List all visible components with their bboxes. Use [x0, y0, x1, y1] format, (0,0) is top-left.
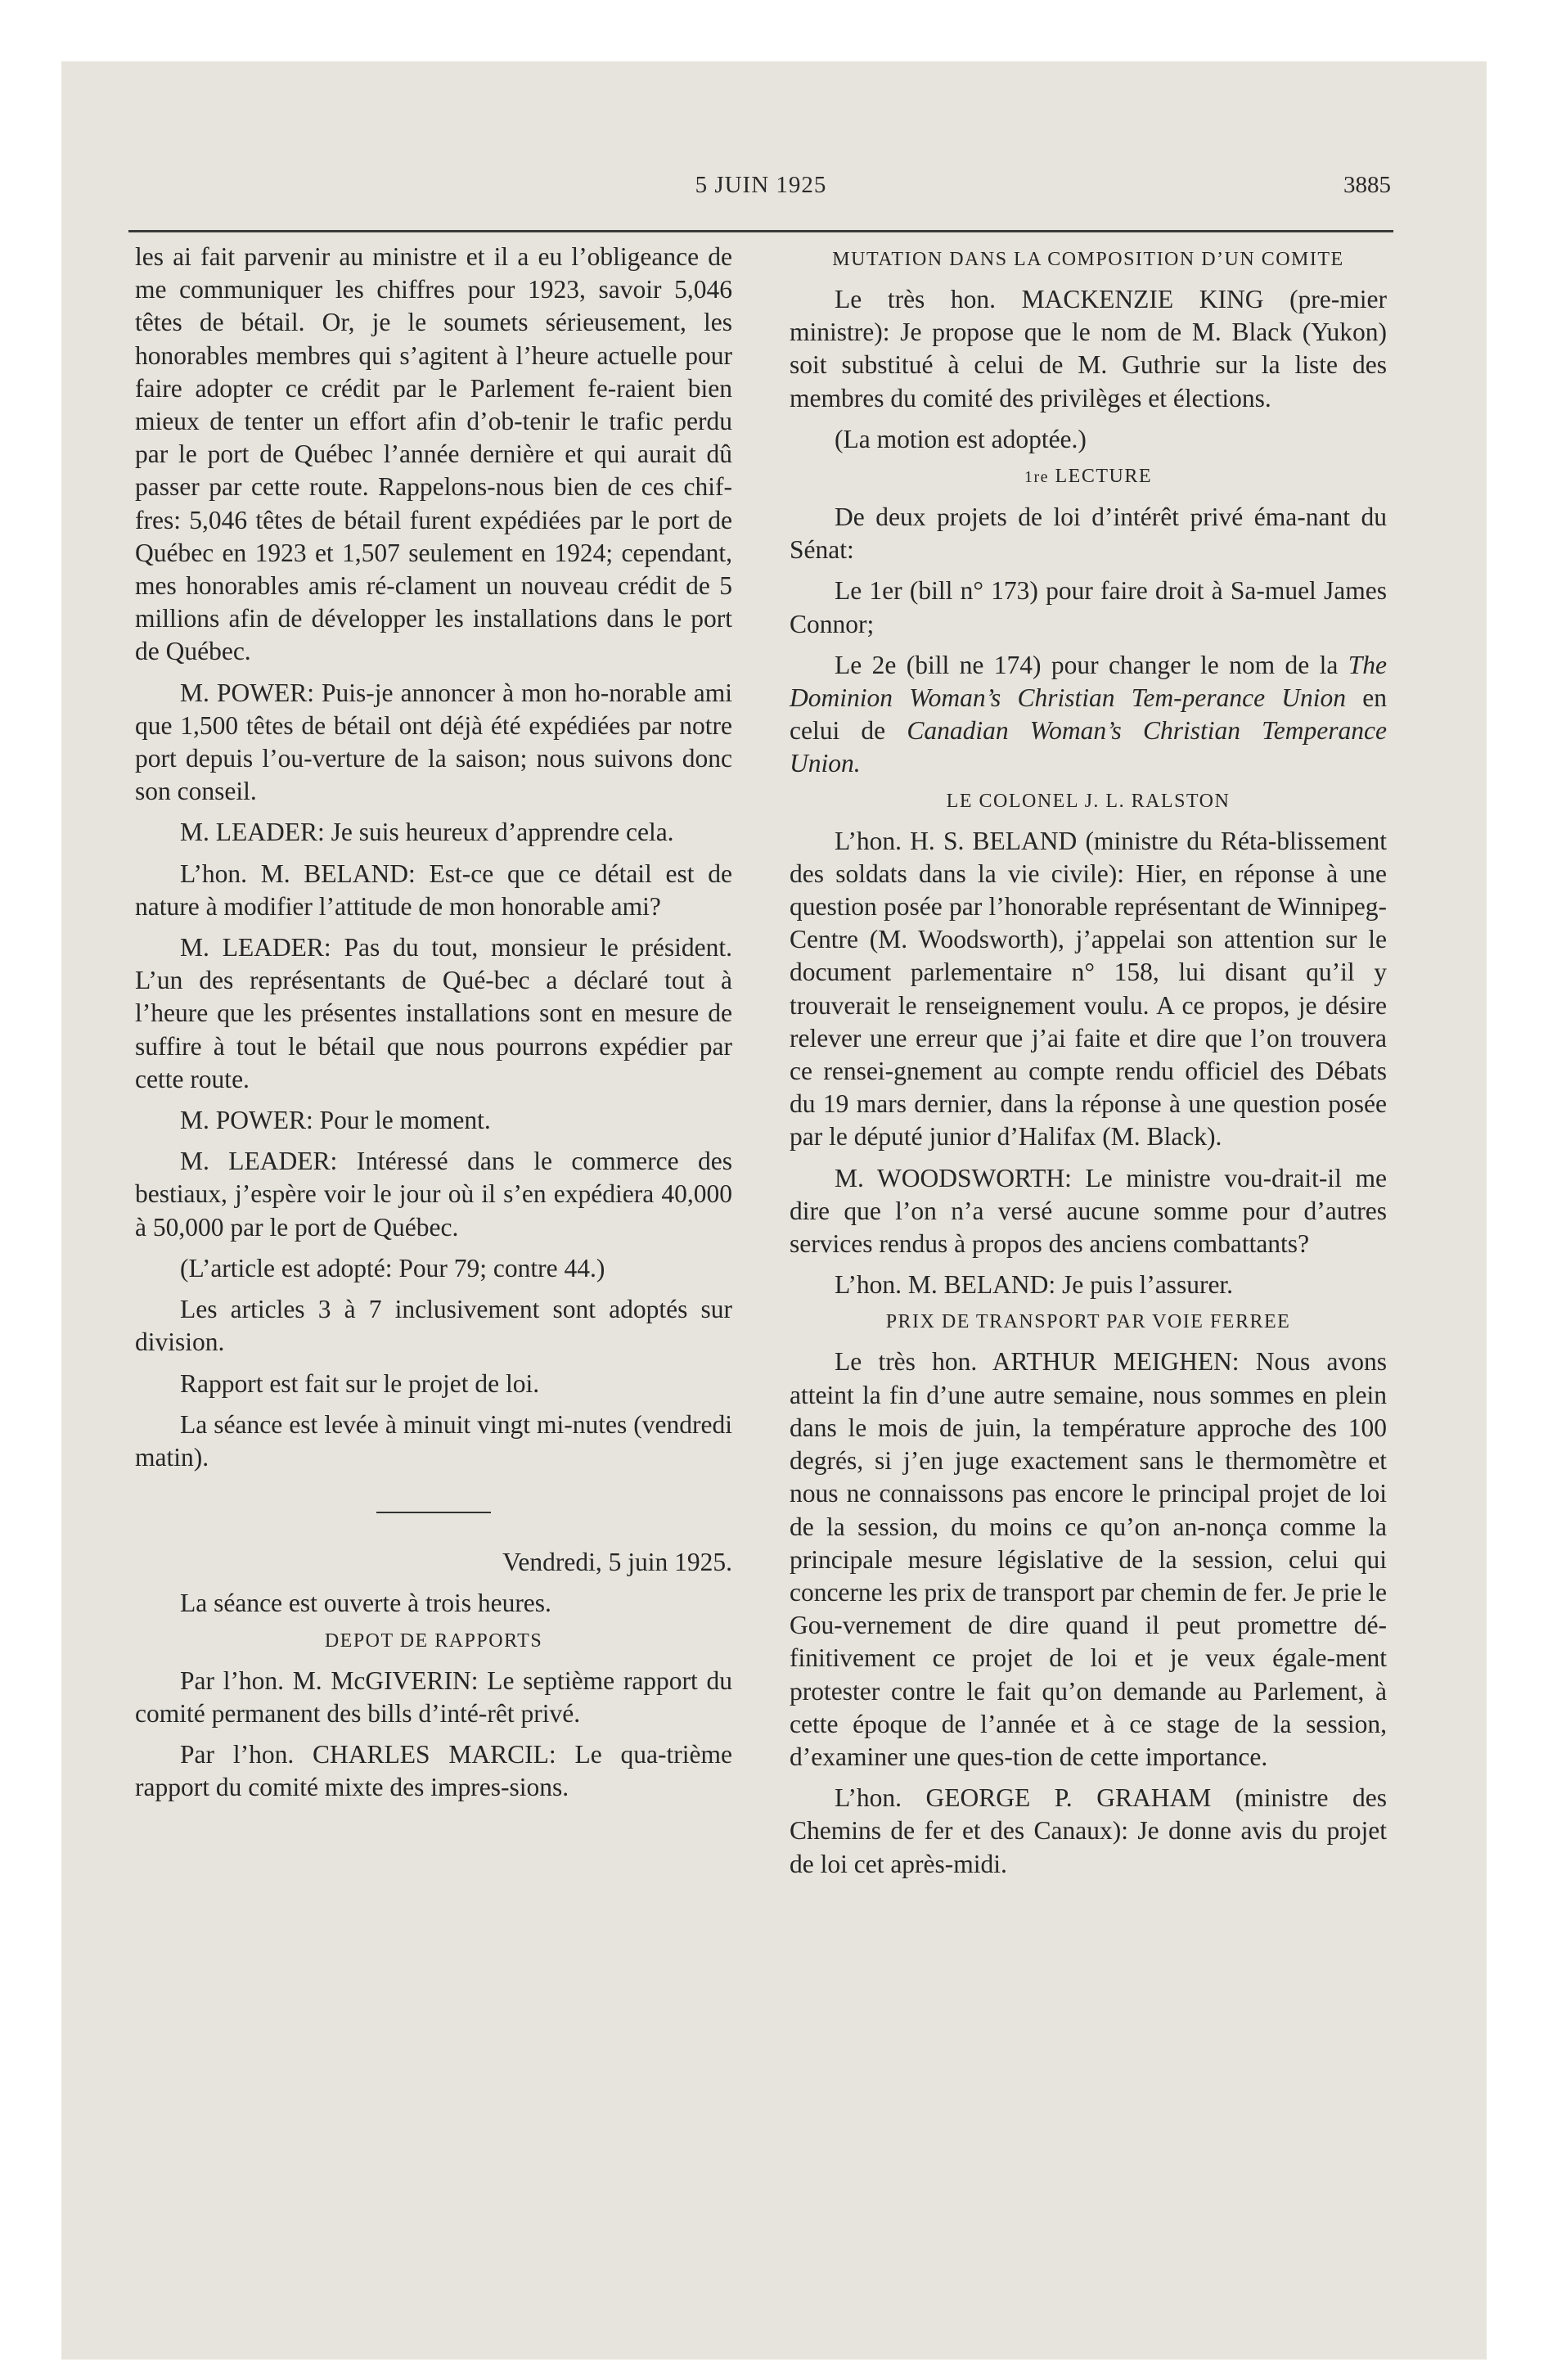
section-heading-lecture — [790, 464, 1387, 489]
paragraph: M. WOODSWORTH: Le ministre vou-drait-il me dire que l’on n’a versé aucune somme pour d’autres services rendus à propos des anciens combattants? — [790, 1163, 1387, 1259]
paragraph: M. POWER: Puis-je annoncer à mon ho-norable ami que 1,500 têtes de bétail ont déjà été expédiées par notre port depuis l’ou-verture de la saison; nous suivons donc son conseil. — [135, 678, 732, 806]
paragraph: De deux projets de loi d’intérêt privé éma-nant du Sénat: — [790, 503, 1387, 565]
italic-title: Canadian Woman’s Christian Temperance Union. — [790, 716, 1387, 778]
paragraph: (L’article est adopté: Pour 79; contre 44.) — [180, 1253, 605, 1282]
paragraph: M. POWER: Pour le moment. — [180, 1106, 491, 1135]
header-rule — [128, 230, 1393, 232]
text-run: Le 2e (bill ne 174) pour changer le nom de la — [835, 650, 1348, 679]
paragraph: Par l’hon. M. McGIVERIN: Le septième rapport du comité permanent des bills d’inté-rêt privé. — [135, 1666, 732, 1728]
paragraph: La séance est ouverte à trois heures. — [180, 1589, 551, 1618]
lecture-word: LECTURE — [1055, 466, 1153, 488]
paragraph: L’hon. GEORGE P. GRAHAM (ministre des Chemins de fer et des Canaux): Je donne avis du projet de loi cet après-midi. — [790, 1783, 1387, 1878]
paragraph: M. LEADER: Intéressé dans le commerce des bestiaux, j’espère voir le jour où il s’en expédiera 40,000 à 50,000 par le port de Québec. — [135, 1147, 732, 1242]
section-heading-ralston: LE COLONEL J. L. RALSTON — [946, 790, 1231, 812]
paragraph: Le très hon. ARTHUR MEIGHEN: Nous avons atteint la fin d’une autre semaine, nous sommes en plein dans le mois de juin, la température approche des 100 degrés, si j’en juge exactement sans le thermomètre et nous ne connaissons pas encore le principal projet de loi de la session, du moins ce qu’on an-nonça comme la principale mesure législative de la session, celui qui concerne les prix de transport par chemin de fer. Je prie le Gou-vernement de dire quand il peut promettre dé-finitivement ce projet de loi et je veux égale-ment protester contre le fait qu’on demande au Parlement, à cette époque de l’année et à ce stage de la session, d’examiner une ques-tion de cette importance. — [790, 1347, 1387, 1771]
page-header — [131, 172, 1391, 205]
section-heading-prix: PRIX DE TRANSPORT PAR VOIE FERREE — [885, 1311, 1291, 1333]
lecture-ordinal: 1re — [1024, 468, 1050, 487]
paragraph: Le très hon. MACKENZIE KING (pre-mier ministre): Je propose que le nom de M. Black (Yukon) soit substitué à celui de M. Guthrie sur la liste des membres du comité des privilèges et élections. — [790, 285, 1387, 412]
paragraph: Par l’hon. CHARLES MARCIL: Le qua-trième rapport du comité mixte des impres-sions. — [135, 1739, 732, 1802]
paragraph: L’hon. M. BELAND: Est-ce que ce détail est de nature à modifier l’attitude de mon honorable ami? — [135, 859, 732, 921]
paragraph: L’hon. H. S. BELAND (ministre du Réta-blissement des soldats dans la vie civile): Hier, en réponse à une question posée par l’honorable représentant de Winnipeg-Centre (M. Woodsworth), j’appelai son attention sur le document parlementaire n° 158, lui disant qu’il y trouverait le renseignement voulu. A ce propos, je désire relever une erreur que j’ai faite et dire que l’on trouvera ce rensei-gnement au compte rendu officiel des Débats du 19 mars dernier, dans la réponse à une question posée par le député junior d’Halifax (M. Black). — [790, 826, 1387, 1152]
paragraph: Les articles 3 à 7 inclusivement sont adoptés sur division. — [135, 1295, 732, 1357]
left-column — [135, 241, 732, 1812]
paragraph: Le 1er (bill n° 173) pour faire droit à Sa-muel James Connor; — [790, 576, 1387, 638]
paragraph: M. LEADER: Pas du tout, monsieur le président. L’un des représentants de Qué-bec a déclaré tout à l’heure que les présentes installations sont en mesure de suffire à tout le bétail que nous pourrons expédier par cette route. — [135, 933, 732, 1093]
text-run: en celui de — [790, 683, 1387, 746]
italic-title: The Dominion Woman’s Christian Tem-perance Union — [790, 650, 1387, 713]
page-number: 3885 — [1343, 172, 1391, 198]
paragraph: Rapport est fait sur le projet de loi. — [180, 1368, 540, 1398]
paragraph: M. LEADER: Je suis heureux d’apprendre cela. — [180, 818, 674, 847]
sitting-date: Vendredi, 5 juin 1925. — [502, 1548, 732, 1577]
paragraph — [790, 649, 1387, 781]
section-heading-depot: DEPOT DE RAPPORTS — [324, 1629, 543, 1652]
paragraph: L’hon. M. BELAND: Je puis l’assurer. — [835, 1270, 1234, 1300]
section-heading-mutation: MUTATION DANS LA COMPOSITION D’UN COMITE — [832, 249, 1344, 270]
page-date: 5 JUIN 1925 — [695, 172, 827, 198]
paragraph: La séance est levée à minuit vingt mi-nutes (vendredi matin). — [135, 1409, 732, 1472]
section-separator — [376, 1512, 491, 1513]
right-column — [790, 241, 1387, 1889]
paragraph: (La motion est adoptée.) — [835, 424, 1087, 453]
paragraph: les ai fait parvenir au ministre et il a eu l’obligeance de me communiquer les chiffres pour 1923, savoir 5,046 têtes de bétail. Or, je le soumets sérieusement, les honorables membres qui s’agitent à l’heure actuelle pour faire adopter ce crédit par le Parlement fe-raient bien mieux de tenter un effort afin d’ob-tenir le trafic perdu par le port de Québec l’année dernière et qui aurait dû passer par cette route. Rappelons-nous bien de ces chif-fres: 5,046 têtes de bétail furent expédiées par le port de Québec en 1923 et 1,507 seulement en 1924; cependant, mes honorables amis ré-clament un nouveau crédit de 5 millions afin de développer les installations dans le port de Québec. — [135, 242, 732, 666]
